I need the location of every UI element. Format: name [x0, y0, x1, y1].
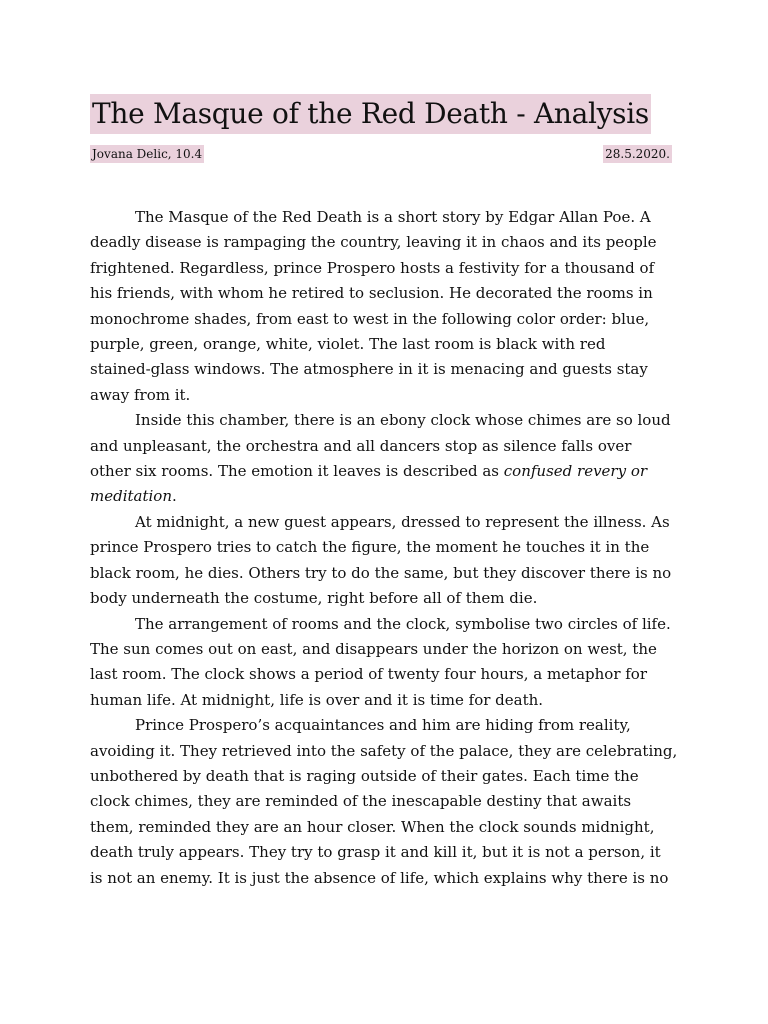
text-line: [90, 484, 678, 509]
author-line: Jovana Delic, 10.4: [92, 147, 203, 161]
text-line: frightened. Regardless, prince Prospero hosts a festivity for a thousand of: [90, 258, 655, 277]
text-line: The sun comes out on east, and disappears under the horizon on west, the: [90, 639, 657, 658]
title-container: [90, 94, 651, 134]
text-line: avoiding it. They retrieved into the safety of the palace, they are celebrating,: [90, 741, 678, 760]
document-body: [90, 205, 678, 891]
paragraph-2: [90, 408, 678, 510]
paragraph-5: [90, 713, 678, 891]
text-line: purple, green, orange, white, violet. The last room is black with red: [90, 335, 606, 354]
text-line: prince Prospero tries to catch the figure, the moment he touches it in the: [90, 538, 650, 557]
paragraph-3: [90, 510, 678, 612]
text-line: The arrangement of rooms and the clock, symbolise two circles of life.: [135, 614, 671, 633]
text-line: and unpleasant, the orchestra and all dancers stop as silence falls over: [90, 436, 632, 455]
paragraph-4: [90, 612, 678, 714]
text-line: At midnight, a new guest appears, dressed to represent the illness. As: [135, 512, 670, 531]
paragraph-1: [90, 205, 678, 408]
text-line: monochrome shades, from east to west in the following color order: blue,: [90, 309, 650, 328]
italic-quote: meditation: [90, 487, 172, 506]
italic-quote: confused revery or: [503, 462, 648, 481]
text-line: stained-glass windows. The atmosphere in it is menacing and guests stay: [90, 360, 648, 379]
document-title: The Masque of the Red Death - Analysis: [90, 94, 651, 134]
text-segment: .: [172, 487, 177, 506]
text-line: clock chimes, they are reminded of the inescapable destiny that awaits: [90, 792, 632, 811]
text-line: them, reminded they are an hour closer. When the clock sounds midnight,: [90, 817, 655, 836]
text-line: is not an enemy. It is just the absence of life, which explains why there is no: [90, 868, 669, 887]
text-line: black room, he dies. Others try to do the same, but they discover there is no: [90, 563, 672, 582]
text-line: deadly disease is rampaging the country, leaving it in chaos and its people: [90, 233, 657, 252]
text-line: The Masque of the Red Death is a short story by Edgar Allan Poe. A: [135, 208, 651, 226]
text-line: body underneath the costume, right before all of them die.: [90, 589, 538, 608]
text-line: last room. The clock shows a period of twenty four hours, a metaphor for: [90, 665, 648, 684]
text-line: human life. At midnight, life is over and it is time for death.: [90, 690, 544, 709]
text-line: away from it.: [90, 385, 191, 404]
text-line: his friends, with whom he retired to seclusion. He decorated the rooms in: [90, 284, 653, 303]
text-line: [90, 459, 678, 484]
document-date: 28.5.2020.: [605, 147, 670, 161]
text-line: unbothered by death that is raging outside of their gates. Each time the: [90, 766, 639, 785]
text-line: Inside this chamber, there is an ebony clock whose chimes are so loud: [135, 411, 671, 430]
text-line: death truly appears. They try to grasp it and kill it, but it is not a person, it: [90, 843, 661, 862]
text-segment: other six rooms. The emotion it leaves is described as: [90, 462, 504, 481]
text-line: Prince Prospero’s acquaintances and him are hiding from reality,: [135, 716, 631, 735]
